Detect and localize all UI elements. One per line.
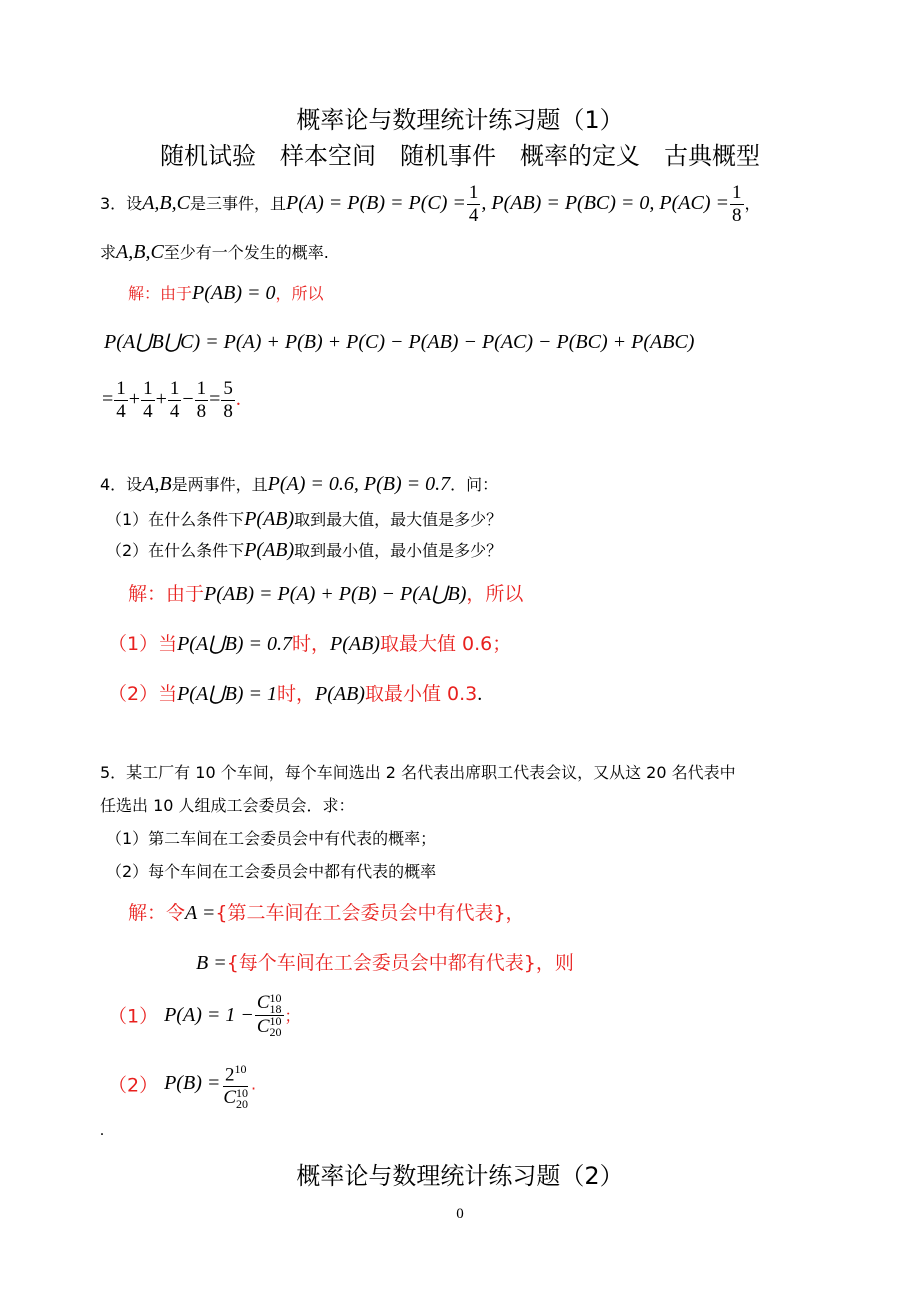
q4-ans2-text: 取最小值 0.3 [364, 683, 478, 705]
q3-line2 [100, 240, 329, 264]
comb-indices [270, 1016, 282, 1038]
frac-den [255, 1016, 284, 1039]
q3-prefix: 3．设 [100, 194, 143, 213]
q3-eq2: , P(AB) = P(BC) = 0, P(AC) = [481, 192, 730, 214]
q3-calc [102, 378, 241, 423]
q5-answer-2 [108, 1058, 256, 1110]
q5-answer-1 [108, 992, 301, 1038]
comb-sup: 10 [236, 1085, 249, 1100]
q4-sub2-prefix: （2）在什么条件下 [106, 541, 245, 560]
q4-answer-1 [108, 629, 511, 656]
q4-ans1-math2: P(AB) [329, 633, 380, 655]
q4-ans2-mid: 时， [276, 683, 315, 705]
q5-sol-B-set: {每个车间在工会委员会中都有代表}，则 [226, 952, 574, 974]
q3-l2-vars: A,B,C [116, 241, 164, 263]
q4-ans2-math2: P(AB) [314, 683, 365, 705]
q5-ans2-label: （2） [108, 1074, 159, 1097]
q4-mid: 是两事件，且 [171, 475, 268, 494]
solution-label: 解：由于 [128, 583, 205, 605]
q3-mid: 是三事件，且 [189, 194, 286, 213]
q4-sub1-math: P(AB) [244, 508, 295, 530]
frac-num: 1 [169, 378, 180, 399]
frac-den: 8 [196, 401, 207, 422]
q5-sol-A-set: {第二车间在工会委员会中有代表}， [215, 902, 525, 924]
calc-frac [168, 378, 182, 423]
q5-sol-A: A = [185, 902, 216, 924]
q4-vars: A,B [142, 473, 172, 495]
q3-l2-prefix: 求 [100, 243, 117, 262]
q4-ans1-text: 取最大值 0.6； [379, 633, 512, 655]
frac-num: 1 [468, 182, 479, 203]
q4-ans2-end: . [477, 683, 483, 705]
frac-den: 4 [143, 401, 153, 422]
calc-op: − [182, 388, 194, 410]
doc-subtitle-topics [0, 136, 920, 171]
q5-sub1: （1）第二车间在工会委员会中有代表的概率； [106, 829, 437, 848]
frac-num: 1 [143, 378, 153, 399]
calc-op: + [155, 388, 167, 410]
comb-sub: 20 [236, 1096, 249, 1111]
q4-sol-math: P(AB) = P(A) + P(B) − P(A⋃B) [204, 583, 467, 605]
q4-math: P(A) = 0.6, P(B) = 0.7 [267, 473, 451, 495]
q5-ans1-label: （1） [108, 1005, 159, 1028]
q4-end: ．问： [450, 475, 499, 494]
calc-frac [114, 378, 128, 423]
frac-num [255, 992, 284, 1016]
comb-sup: 10 [269, 1014, 282, 1029]
q4-sub2 [106, 538, 502, 562]
q4-sub1 [106, 507, 502, 531]
comb-indices [269, 990, 282, 1016]
calc-frac-result [221, 378, 235, 423]
calc-op: + [128, 388, 141, 410]
q5-ans2-end: . [251, 1074, 257, 1094]
calc-frac [141, 378, 155, 423]
solution-label: 解：由于 [128, 284, 193, 303]
q4-ans1-prefix: （1）当 [108, 633, 178, 655]
frac-den: 4 [468, 205, 479, 226]
q4-ans2-math: P(A⋃B) = 1 [177, 683, 277, 705]
q3-formula [104, 329, 694, 354]
q4-ans2-prefix: （2）当 [108, 683, 178, 705]
q5-ans1-math: P(A) = 1 − [164, 1003, 254, 1026]
stray-dot: . [100, 1122, 104, 1139]
q3-vars: A,B,C [142, 192, 190, 214]
topic: 随机事件 [400, 142, 496, 170]
frac-num: 1 [116, 378, 126, 399]
q3-end: ， [744, 194, 761, 213]
q5-line1: 5．某工厂有 10 个车间，每个车间选出 2 名代表出席职工代表会议，又从这 20 名代表中 [100, 763, 736, 782]
q4-sub2-text: 取到最小值，最小值是多少？ [294, 541, 503, 560]
frac-num [223, 1058, 249, 1087]
frac-den: 8 [223, 401, 233, 422]
frac-num: 1 [732, 182, 742, 203]
q5-ans2-math: P(B) = [164, 1072, 221, 1095]
page-number: 0 [456, 1206, 464, 1222]
q4-sub1-prefix: （1）在什么条件下 [106, 510, 245, 529]
q4-sol-end: ，所以 [466, 583, 524, 605]
power-exp: 10 [234, 1062, 247, 1076]
topic: 古典概型 [664, 142, 760, 170]
q3-sol-end: ，所以 [275, 284, 324, 303]
q5-sol-B: B = [196, 952, 227, 974]
q5-ans1-end: ； [284, 1006, 301, 1026]
frac-den: 8 [732, 205, 742, 226]
q4-solution-intro [128, 579, 523, 606]
frac-den: 4 [116, 401, 126, 422]
q5-solution-B [196, 948, 574, 975]
q4-ans1-math: P(A⋃B) = 0.7 [177, 633, 292, 655]
calc-frac [195, 378, 209, 423]
frac-num: 1 [196, 378, 207, 399]
calc-op: = [209, 388, 221, 410]
comb-C: C [256, 992, 270, 1013]
q5-solution-A [128, 898, 525, 925]
comb-sup: 10 [269, 990, 282, 1005]
q5-ans1-frac [255, 992, 284, 1038]
q5-line2: 任选出 10 人组成工会委员会．求： [100, 796, 355, 815]
q4-sub1-text: 取到最大值，最大值是多少？ [294, 510, 503, 529]
q4-line1 [100, 472, 498, 496]
comb-C: C [256, 1015, 270, 1037]
q3-frac-1-8 [730, 182, 744, 227]
q4-ans1-mid: 时， [291, 633, 330, 655]
power-base: 2 [224, 1064, 235, 1086]
q4-prefix: 4．设 [100, 475, 143, 494]
q4-sub2-math: P(AB) [244, 539, 295, 561]
q5-ans2-frac [221, 1058, 250, 1110]
q3-frac-1-4 [467, 182, 481, 227]
topic: 随机试验 [160, 142, 256, 170]
frac-num: 5 [223, 378, 233, 399]
inclusion-exclusion-formula: P(A⋃B⋃C) = P(A) + P(B) + P(C) − P(AB) − P(AC) − P(BC) + P(ABC) [104, 331, 695, 353]
q3-l2-text: 至少有一个发生的概率. [163, 243, 329, 262]
topic: 样本空间 [280, 142, 376, 170]
comb-sub: 18 [269, 1001, 282, 1016]
frac-den [221, 1087, 250, 1110]
q5-sub2: （2）每个车间在工会委员会中都有代表的概率 [106, 862, 437, 881]
frac-den: 4 [169, 401, 180, 422]
solution-label: 解：令 [128, 902, 186, 924]
q4-answer-2 [108, 679, 482, 706]
doc-title-2: 概率论与数理统计练习题（2） [296, 1162, 624, 1190]
q3-solution-intro [128, 281, 324, 305]
q3-eq1: P(A) = P(B) = P(C) = [285, 192, 466, 214]
calc-eq: = [102, 388, 114, 410]
q3-line1 [100, 182, 761, 227]
comb-C: C [223, 1087, 237, 1109]
comb-indices [236, 1085, 249, 1111]
q3-sol-math: P(AB) = 0 [192, 282, 276, 304]
calc-end: . [235, 388, 241, 410]
comb-sub: 20 [269, 1025, 282, 1040]
topic: 概率的定义 [520, 142, 640, 170]
doc-title-1: 概率论与数理统计练习题（1） [296, 106, 624, 134]
